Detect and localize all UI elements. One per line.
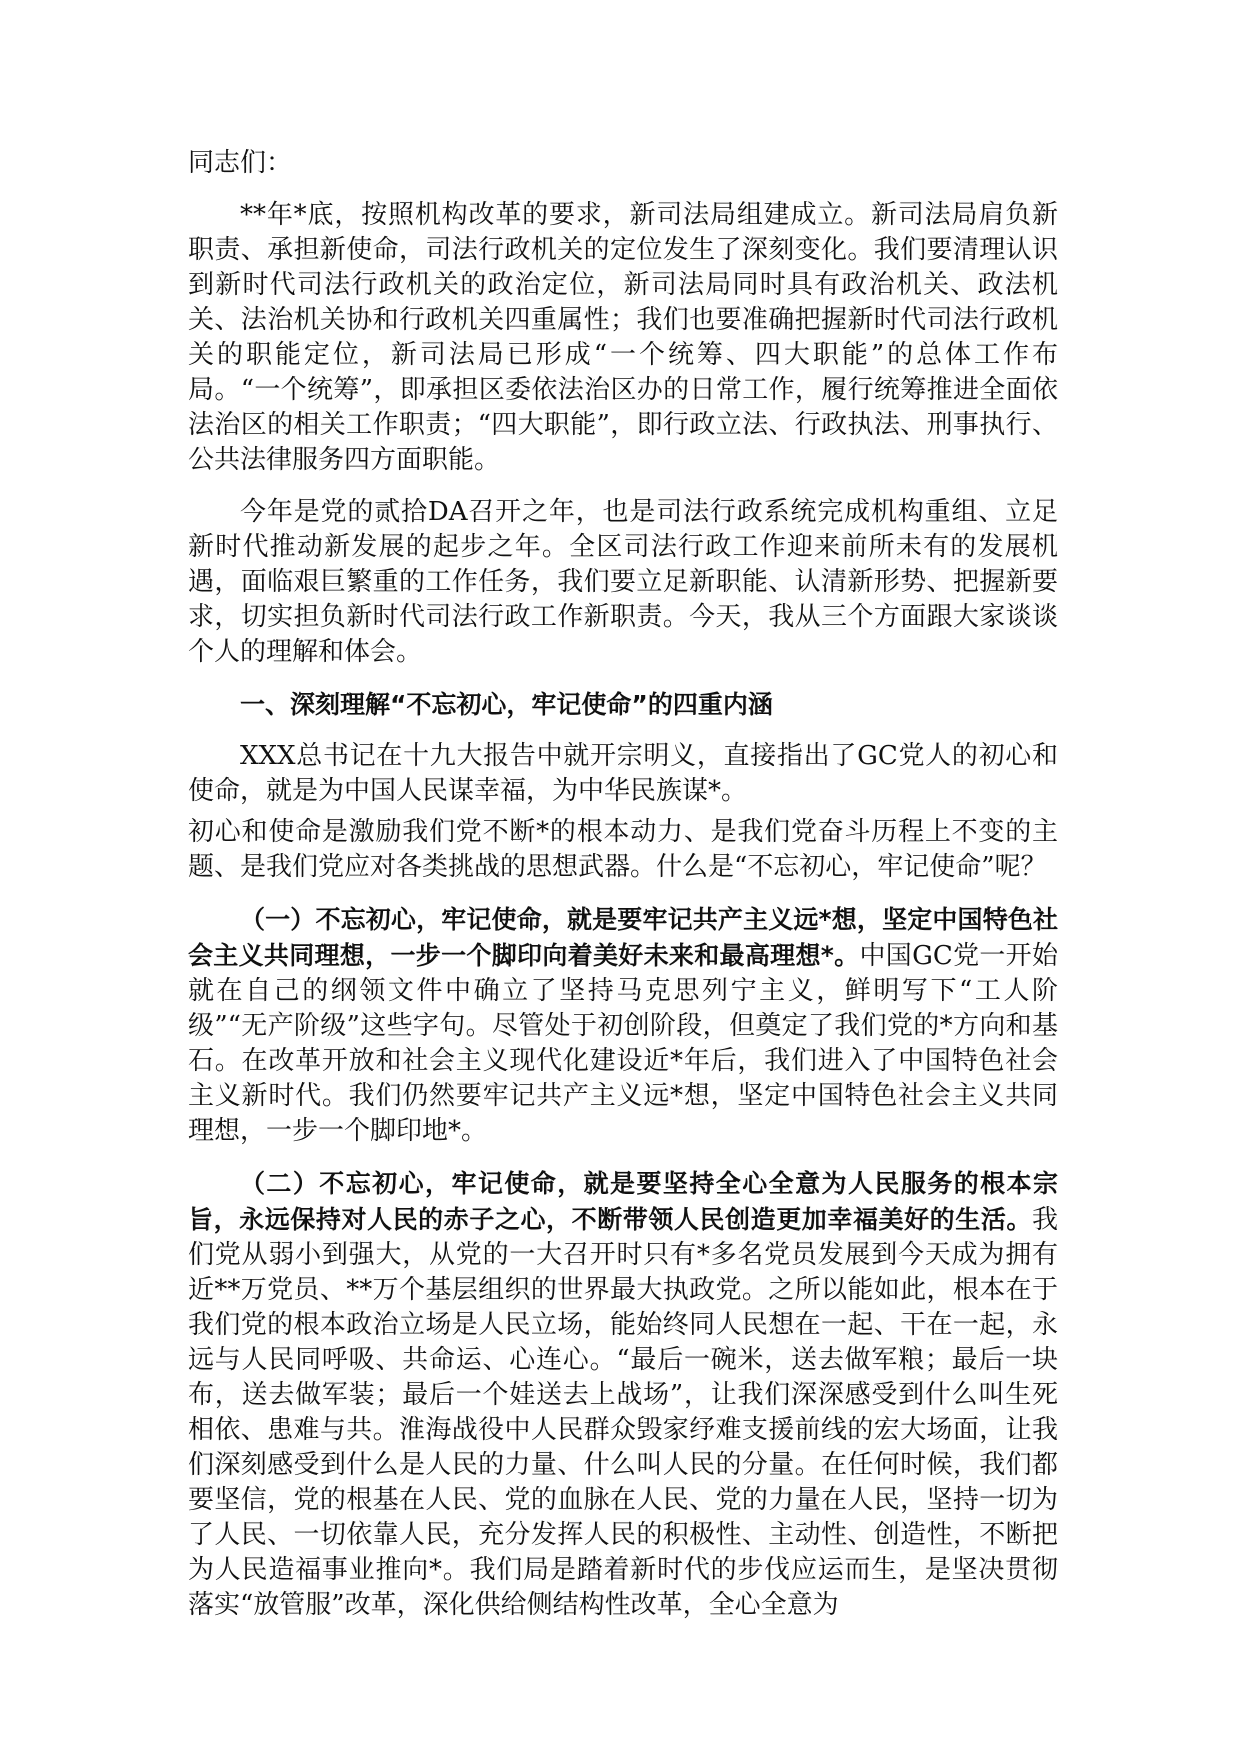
- point-2-paragraph: [188, 1166, 1058, 1623]
- paragraph-this-year: 今年是党的贰拾DA召开之年，也是司法行政系统完成机构重组、立足新时代推动新发展的起步之年。全区司法行政工作迎来前所未有的发展机遇，面临艰巨繁重的工作任务，我们要立足新职能、认清新形势、把握新要求，切实担负新时代司法行政工作新职责。今天，我从三个方面跟大家谈谈个人的理解和体会。: [188, 497, 1058, 667]
- document-body: [188, 146, 1058, 1640]
- paragraph-intro: XXX总书记在十九大报告中就开宗明义，直接指出了GC党人的初心和使命，就是为中国人民谋幸福，为中华民族谋*。: [188, 741, 1058, 806]
- point-2-body: 我们党从弱小到强大，从党的一大召开时只有*多名党员发展到今天成为拥有近**万党员、**万个基层组织的世界最大执政党。之所以能如此，根本在于我们党的根本政治立场是人民立场，能始终同人民想在一起、干在一起，永远与人民同呼吸、共命运、心连心。“最后一碗米，送去做军粮；最后一块布，送去做军装；最后一个娃送去上战场”，让我们深深感受到什么叫生死相依、患难与共。淮海战役中人民群众毁家纾难支援前线的宏大场面，让我们深刻感受到什么是人民的力量、什么叫人民的分量。在任何时候，我们都要坚信，党的根基在人民、党的血脉在人民、党的力量在人民，坚持一切为了人民、一切依靠人民，充分发挥人民的积极性、主动性、创造性，不断把为人民造福事业推向*。我们局是踏着新时代的步伐应运而生，是坚决贯彻落实“放管服”改革，深化供给侧结构性改革，全心全意为: [188, 1205, 1058, 1620]
- point-2-lead: （二）不忘初心，牢记使命，就是要坚持全心全意为人民服务的根本宗旨，永远保持对人民的赤子之心，不断带领人民创造更加幸福美好的生活。: [188, 1169, 1058, 1234]
- paragraph-reform-background: **年*底，按照机构改革的要求，新司法局组建成立。新司法局肩负新职责、承担新使命，司法行政机关的定位发生了深刻变化。我们要清理认识到新时代司法行政机关的政治定位，新司法局同时具有政治机关、政法机关、法治机关协和行政机关四重属性；我们也要准确把握新时代司法行政机关的职能定位，新司法局已形成“一个统筹、四大职能”的总体工作布局。“一个统筹”，即承担区委依法治区办的日常工作，履行统筹推进全面依法治区的相关工作职责；“四大职能”，即行政立法、行政执法、刑事执行、公共法律服务四方面职能。: [188, 200, 1058, 475]
- salutation: 同志们：: [188, 148, 293, 178]
- point-1-lead: （一）不忘初心，牢记使命，就是要牢记共产主义远*想，坚定中国特色社会主义共同理想，一步一个脚印向着美好未来和最高理想*。: [188, 905, 1058, 970]
- point-1-paragraph: [188, 902, 1058, 1149]
- point-1-body: 中国GC党一开始就在自己的纲领文件中确立了坚持马克思列宁主义，鲜明写下“工人阶级”“无产阶级”这些字句。尽管处于初创阶段，但奠定了我们党的*方向和基石。在改革开放和社会主义现代化建设近*年后，我们进入了中国特色社会主义新时代。我们仍然要牢记共产主义远*想，坚定中国特色社会主义共同理想，一步一个脚印地*。: [188, 941, 1058, 1146]
- section-heading-1: 一、深刻理解“不忘初心，牢记使命”的四重内涵: [240, 690, 773, 719]
- paragraph-intro-2: 初心和使命是激励我们党不断*的根本动力、是我们党奋斗历程上不变的主题、是我们党应对各类挑战的思想武器。什么是“不忘初心，牢记使命”呢？: [188, 817, 1058, 882]
